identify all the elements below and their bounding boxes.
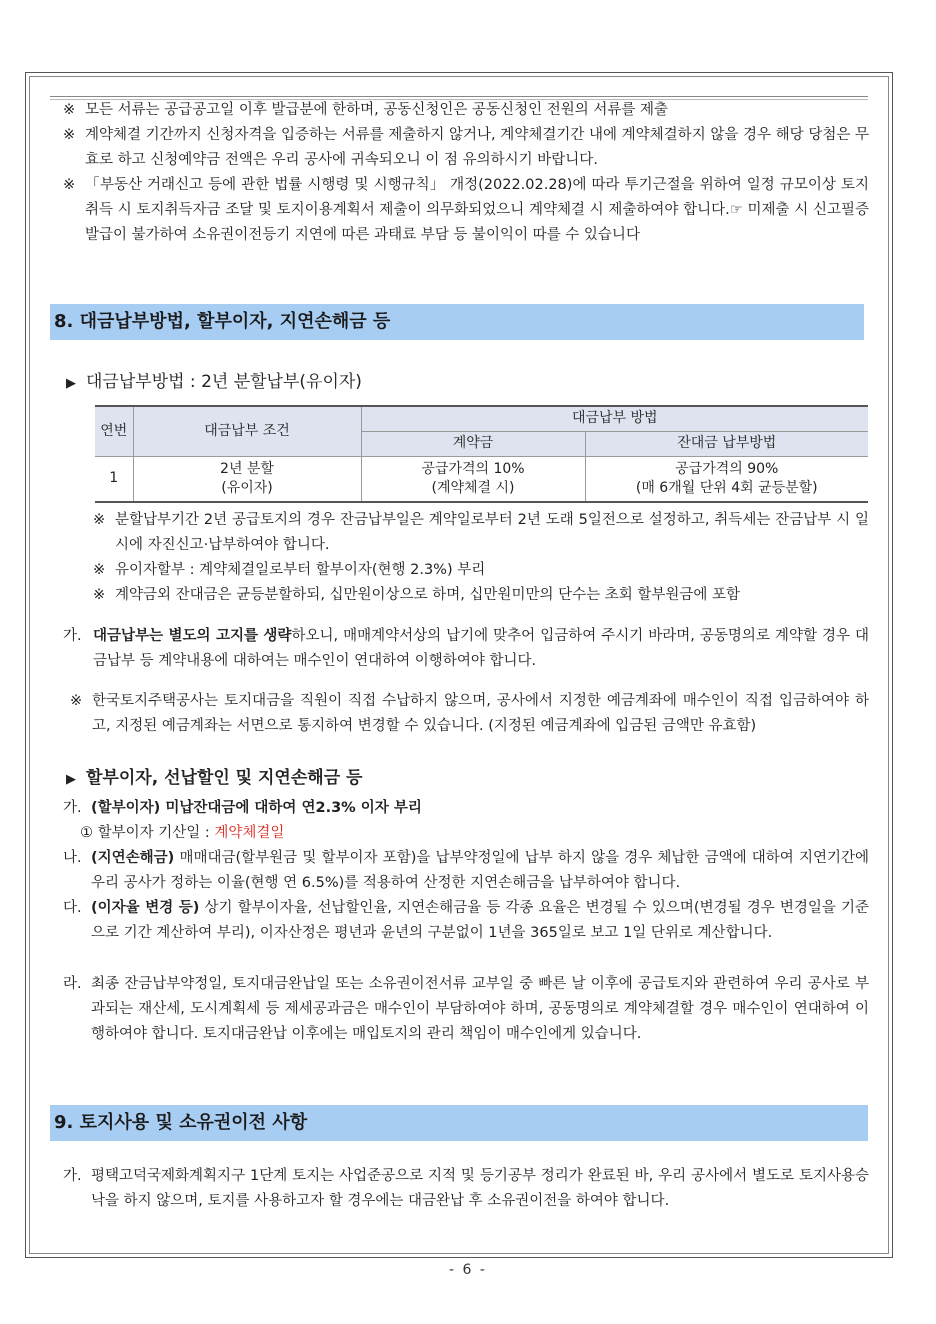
header-balance: 잔대금 납부방법 [585, 431, 868, 456]
para-text: 하오니, 매매계약서상의 납기에 맞추어 입금하여 주시기 바라며, 공동명의로 계약할 경우 대금납부 등 계약내용에 대하여는 매수인이 연대하여 이행하여야 합니다. [93, 628, 869, 669]
note-mark: ※ [93, 562, 106, 578]
cell-condition-line2: (유이자) [221, 479, 273, 496]
interest-title [66, 766, 362, 792]
para-body [63, 624, 869, 674]
para-mark: 가. [63, 628, 82, 644]
note-contract-deadline [63, 123, 869, 173]
payment-table [95, 405, 868, 503]
para-bold: (이자율 변경 등) [91, 900, 200, 916]
para-bold: 대금납부는 별도의 고지를 생략 [93, 628, 292, 644]
table-note-installment [93, 508, 869, 558]
note-documents [63, 98, 869, 123]
note-text: 모든 서류는 공급공고일 이후 발급분에 한하며, 공동신청인은 공동신청인 전원의 서류를 제출 [85, 102, 668, 118]
cell-no: 1 [95, 456, 133, 502]
para-body [63, 846, 869, 896]
para-text: 상기 할부이자율, 선납할인율, 지연손해금율 등 각종 요율은 변경될 수 있으며(변경될 경우 변경일을 기준으로 기간 계산하여 부리), 이자산정은 평년과 윤년의 구분없이 1년을 365일로 보고 1일 단위로 계산합니다. [91, 900, 869, 941]
note-mark: ※ [93, 587, 106, 603]
section-9-header: 9. 토지사용 및 소유권이전 사항 [50, 1105, 868, 1141]
top-divider [50, 96, 868, 97]
para-text: 최종 잔금납부약정일, 토지대금완납일 또는 소유권이전서류 교부일 중 빠른 날 이후에 공급토지와 관련하여 우리 공사로 부과되는 재산세, 도시계획세 등 제세공과금은 매수인이 부담하여야 하며, 공동명의로 계약체결할 경우 매수인이 연대하여 이행하여야 합니다. 토지대금완납 이후에는 매입토지의 관리 책임이 매수인에게 있습니다. [91, 976, 869, 1042]
cell-deposit-line1: 공급가격의 10% [421, 460, 525, 477]
header-method: 대금납부 방법 [361, 406, 868, 431]
note-mark: ※ [63, 127, 76, 143]
para-mark: 나. [63, 850, 82, 866]
note-text: 분할납부기간 2년 공급토지의 경우 잔금납부일은 계약일로부터 2년 도래 5일전으로 설정하고, 취득세는 잔금납부 시 일시에 자진신고·납부하여야 합니다. [115, 512, 869, 553]
para-mark: 라. [63, 976, 82, 992]
section-8-header: 8. 대금납부방법, 할부이자, 지연손해금 등 [50, 304, 864, 340]
header-deposit: 계약금 [361, 431, 585, 456]
payment-method-text: 대금납부방법 : 2년 분할납부(유이자) [86, 372, 362, 392]
note-text: 계약금외 잔대금은 균등분할하되, 십만원이상으로 하며, 십만원미만의 단수는 초회 할부원금에 포함 [115, 587, 740, 603]
payment-method-title [66, 370, 362, 396]
note-mark: ※ [63, 177, 76, 193]
para-no-notice [63, 624, 869, 674]
triangle-bullet-icon: ▶ [66, 376, 76, 391]
table-note-interest [93, 558, 869, 583]
page-number: - 6 - [449, 1262, 487, 1278]
header-condition: 대금납부 조건 [133, 406, 361, 456]
note-mark: ※ [93, 512, 106, 528]
interest-start-label: ① 할부이자 기산일 : [80, 825, 215, 841]
interest-start-date [80, 821, 869, 846]
para-land-use [63, 1164, 869, 1214]
note-text: 계약체결 기간까지 신청자격을 입증하는 서류를 제출하지 않거나, 계약체결기간 내에 계약체결하지 않을 경우 해당 당첨은 무효로 하고 신청예약금 전액은 우리 공사에 귀속되오니 이 점 유의하시기 바랍니다. [85, 127, 869, 168]
para-mark: 가. [63, 800, 82, 816]
para-taxes [63, 972, 869, 1047]
para-installment-interest [63, 796, 869, 821]
cell-balance [585, 456, 868, 502]
para-late-fee [63, 846, 869, 896]
para-mark: 다. [63, 900, 82, 916]
para-rate-change [63, 896, 869, 946]
note-bank-account [70, 689, 869, 739]
cell-condition [133, 456, 361, 502]
para-text: 평택고덕국제화계획지구 1단계 토지는 사업준공으로 지적 및 등기공부 정리가 완료된 바, 우리 공사에서 별도로 토지사용승낙을 하지 않으며, 토지를 사용하고자 할 경우에는 대금완납 후 소유권이전을 하여야 합니다. [91, 1168, 869, 1209]
interest-title-text: 할부이자, 선납할인 및 지연손해금 등 [86, 768, 363, 788]
para-bold: (지연손해금) [91, 850, 175, 866]
cell-deposit-line2: (계약체결 시) [431, 479, 515, 496]
para-body [63, 896, 869, 946]
interest-start-value: 계약체결일 [214, 825, 285, 841]
para-text: 매매대금(할부원금 및 할부이자 포함)을 납부약정일에 납부 하지 않을 경우 체납한 금액에 대하여 지연기간에 우리 공사가 정하는 이율(현행 연 6.5%)를 적용하여 산정한 지연손해금을 납부하여야 합니다. [91, 850, 869, 891]
table-note-rounding [93, 583, 869, 608]
cell-balance-line2: (매 6개월 단위 4회 균등분할) [635, 479, 818, 496]
note-text: 「부동산 거래신고 등에 관한 법률 시행령 및 시행규칙」 개정(2022.02.28)에 따라 투기근절을 위하여 일정 규모이상 토지취득 시 토지취득자금 조달 및 토지이용계획서 제출이 의무화되었으니 계약체결 시 제출하여야 합니다.☞ 미제출 시 신고필증 발급이 불가하여 소유권이전등기 지연에 따른 과태료 부담 등 불이익이 따를 수 있습니다 [85, 177, 869, 243]
cell-condition-line1: 2년 분할 [220, 460, 274, 477]
cell-deposit [361, 456, 585, 502]
note-text: 한국토지주택공사는 토지대금을 직원이 직접 수납하지 않으며, 공사에서 지정한 예금계좌에 매수인이 직접 입금하여야 하고, 지정된 예금계좌는 서면으로 통지하여 변경할 수 있습니다. (지정된 예금계좌에 입금된 금액만 유효함) [92, 693, 869, 734]
note-mark: ※ [70, 693, 83, 709]
note-real-estate-law [63, 173, 869, 248]
para-text: (할부이자) 미납잔대금에 대하여 연2.3% 이자 부리 [91, 800, 422, 816]
triangle-bullet-icon: ▶ [66, 772, 76, 787]
para-mark: 가. [63, 1168, 82, 1184]
note-mark: ※ [63, 102, 76, 118]
header-no: 연번 [95, 406, 133, 456]
note-text: 유이자할부 : 계약체결일로부터 할부이자(현행 2.3%) 부리 [115, 562, 486, 578]
cell-balance-line1: 공급가격의 90% [675, 460, 779, 477]
